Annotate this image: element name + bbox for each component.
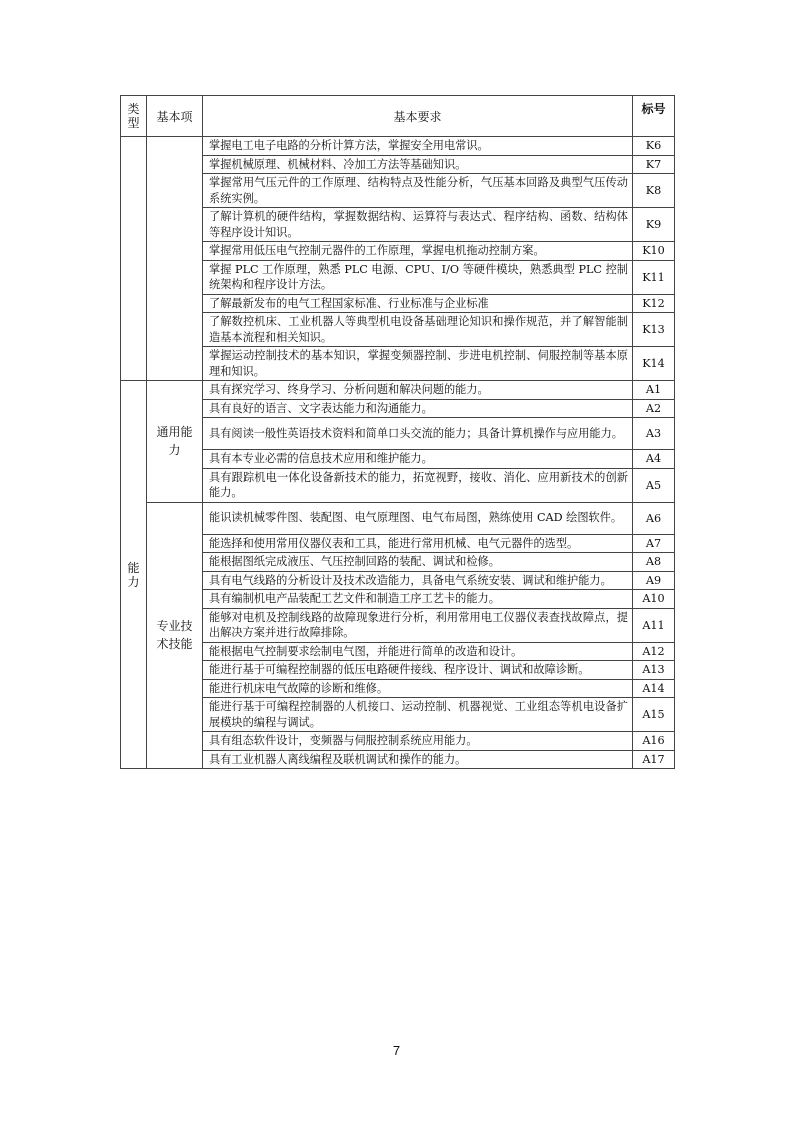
requirement-text: 具有电气线路的分析设计及技术改造能力，具备电气系统安装、调试和维护能力。 <box>203 571 633 590</box>
header-item: 基本项 <box>147 96 203 137</box>
requirement-code: K11 <box>633 260 675 294</box>
requirement-code: A4 <box>633 450 675 469</box>
table-row <box>121 208 675 242</box>
requirement-code: K14 <box>633 347 675 381</box>
requirement-text: 能进行基于可编程控制器的人机接口、运动控制、机器视觉、工业组态等机电设备扩展模块的编程与调试。 <box>203 698 633 732</box>
requirement-text: 能识读机械零件图、装配图、电气原理图、电气布局图，熟练使用 CAD 绘图软件。 <box>203 502 633 534</box>
table-row <box>121 502 675 534</box>
requirement-code: A17 <box>633 750 675 769</box>
category-knowledge-cell <box>121 137 147 381</box>
requirement-text: 具有良好的语言、文字表达能力和沟通能力。 <box>203 399 633 418</box>
requirement-code: A7 <box>633 534 675 553</box>
requirement-text: 掌握电工电子电路的分析计算方法，掌握安全用电常识。 <box>203 137 633 156</box>
requirement-text: 掌握常用气压元件的工作原理、结构特点及性能分析，气压基本回路及典型气压传动系统实例。 <box>203 174 633 208</box>
requirement-text: 了解最新发布的电气工程国家标准、行业标准与企业标准 <box>203 294 633 313</box>
requirement-text: 具有探究学习、终身学习、分析问题和解决问题的能力。 <box>203 381 633 400</box>
requirement-code: K9 <box>633 208 675 242</box>
table-row <box>121 242 675 261</box>
requirement-code: A13 <box>633 661 675 680</box>
table-row <box>121 590 675 609</box>
requirement-text: 了解计算机的硬件结构，掌握数据结构、运算符与表达式、程序结构、函数、结构体等程序设计知识。 <box>203 208 633 242</box>
requirement-text: 具有阅读一般性英语技术资料和简单口头交流的能力；具备计算机操作与应用能力。 <box>203 418 633 450</box>
requirement-code: A12 <box>633 642 675 661</box>
requirement-code: K12 <box>633 294 675 313</box>
requirement-text: 具有编制机电产品装配工艺文件和制造工序工艺卡的能力。 <box>203 590 633 609</box>
requirement-text: 了解数控机床、工业机器人等典型机电设备基础理论知识和操作规范，并了解智能制造基本流程和相关知识。 <box>203 313 633 347</box>
header-requirement: 基本要求 <box>203 96 633 137</box>
table-row <box>121 661 675 680</box>
requirement-text: 具有工业机器人离线编程及联机调试和操作的能力。 <box>203 750 633 769</box>
header-code: 标号 <box>633 96 675 137</box>
table-body <box>121 137 675 769</box>
requirements-table <box>120 95 675 769</box>
requirement-text: 能够对电机及控制线路的故障现象进行分析，利用常用电工仪器仪表查找故障点，提出解决方案并进行故障排除。 <box>203 608 633 642</box>
requirement-code: A5 <box>633 468 675 502</box>
requirement-code: A6 <box>633 502 675 534</box>
header-type: 类型 <box>121 96 147 137</box>
table-row <box>121 313 675 347</box>
table-row <box>121 534 675 553</box>
requirement-code: K6 <box>633 137 675 156</box>
requirement-code: A15 <box>633 698 675 732</box>
item-general-ability: 通用能力 <box>147 381 203 503</box>
requirement-text: 能根据图纸完成液压、气压控制回路的装配、调试和检修。 <box>203 553 633 572</box>
requirement-text: 掌握 PLC 工作原理，熟悉 PLC 电源、CPU、I/O 等硬件模块，熟悉典型 PLC 控制统架构和程序设计方法。 <box>203 260 633 294</box>
requirement-code: K7 <box>633 155 675 174</box>
table-row <box>121 347 675 381</box>
table-row <box>121 137 675 156</box>
table-row <box>121 399 675 418</box>
table-header-row <box>121 96 675 137</box>
requirement-text: 掌握常用低压电气控制元器件的工作原理，掌握电机拖动控制方案。 <box>203 242 633 261</box>
page-number: 7 <box>392 1043 401 1058</box>
table-row <box>121 381 675 400</box>
requirement-text: 能进行机床电气故障的诊断和维修。 <box>203 679 633 698</box>
requirement-code: A9 <box>633 571 675 590</box>
table-row <box>121 732 675 751</box>
requirement-text: 能选择和使用常用仪器仪表和工具，能进行常用机械、电气元器件的选型。 <box>203 534 633 553</box>
requirement-code: A10 <box>633 590 675 609</box>
requirement-code: A16 <box>633 732 675 751</box>
table-row <box>121 642 675 661</box>
requirement-text: 掌握机械原理、机械材料、冷加工方法等基础知识。 <box>203 155 633 174</box>
table-row <box>121 571 675 590</box>
category-ability: 能力 <box>121 381 147 769</box>
table-row <box>121 553 675 572</box>
table-row <box>121 608 675 642</box>
requirement-text: 具有跟踪机电一体化设备新技术的能力，拓宽视野，接收、消化、应用新技术的创新能力。 <box>203 468 633 502</box>
table-row <box>121 418 675 450</box>
requirement-code: A14 <box>633 679 675 698</box>
table-row <box>121 155 675 174</box>
table-row <box>121 450 675 469</box>
requirement-code: K10 <box>633 242 675 261</box>
requirement-code: K13 <box>633 313 675 347</box>
requirement-code: A2 <box>633 399 675 418</box>
requirement-code: A1 <box>633 381 675 400</box>
requirement-text: 能进行基于可编程控制器的低压电路硬件接线、程序设计、调试和故障诊断。 <box>203 661 633 680</box>
requirement-code: K8 <box>633 174 675 208</box>
table-row <box>121 750 675 769</box>
requirement-code: A3 <box>633 418 675 450</box>
requirement-code: A11 <box>633 608 675 642</box>
table-row <box>121 294 675 313</box>
requirement-text: 具有组态软件设计，变频器与伺服控制系统应用能力。 <box>203 732 633 751</box>
requirement-text: 掌握运动控制技术的基本知识，掌握变频器控制、步进电机控制、伺服控制等基本原理和知识。 <box>203 347 633 381</box>
item-professional-ability: 专业技术技能 <box>147 502 203 769</box>
requirement-text: 能根据电气控制要求绘制电气图，并能进行简单的改造和设计。 <box>203 642 633 661</box>
item-knowledge-cell <box>147 137 203 381</box>
table-row <box>121 174 675 208</box>
requirement-text: 具有本专业必需的信息技术应用和维护能力。 <box>203 450 633 469</box>
table-row <box>121 260 675 294</box>
table-row <box>121 679 675 698</box>
requirement-code: A8 <box>633 553 675 572</box>
table-row <box>121 698 675 732</box>
table-row <box>121 468 675 502</box>
